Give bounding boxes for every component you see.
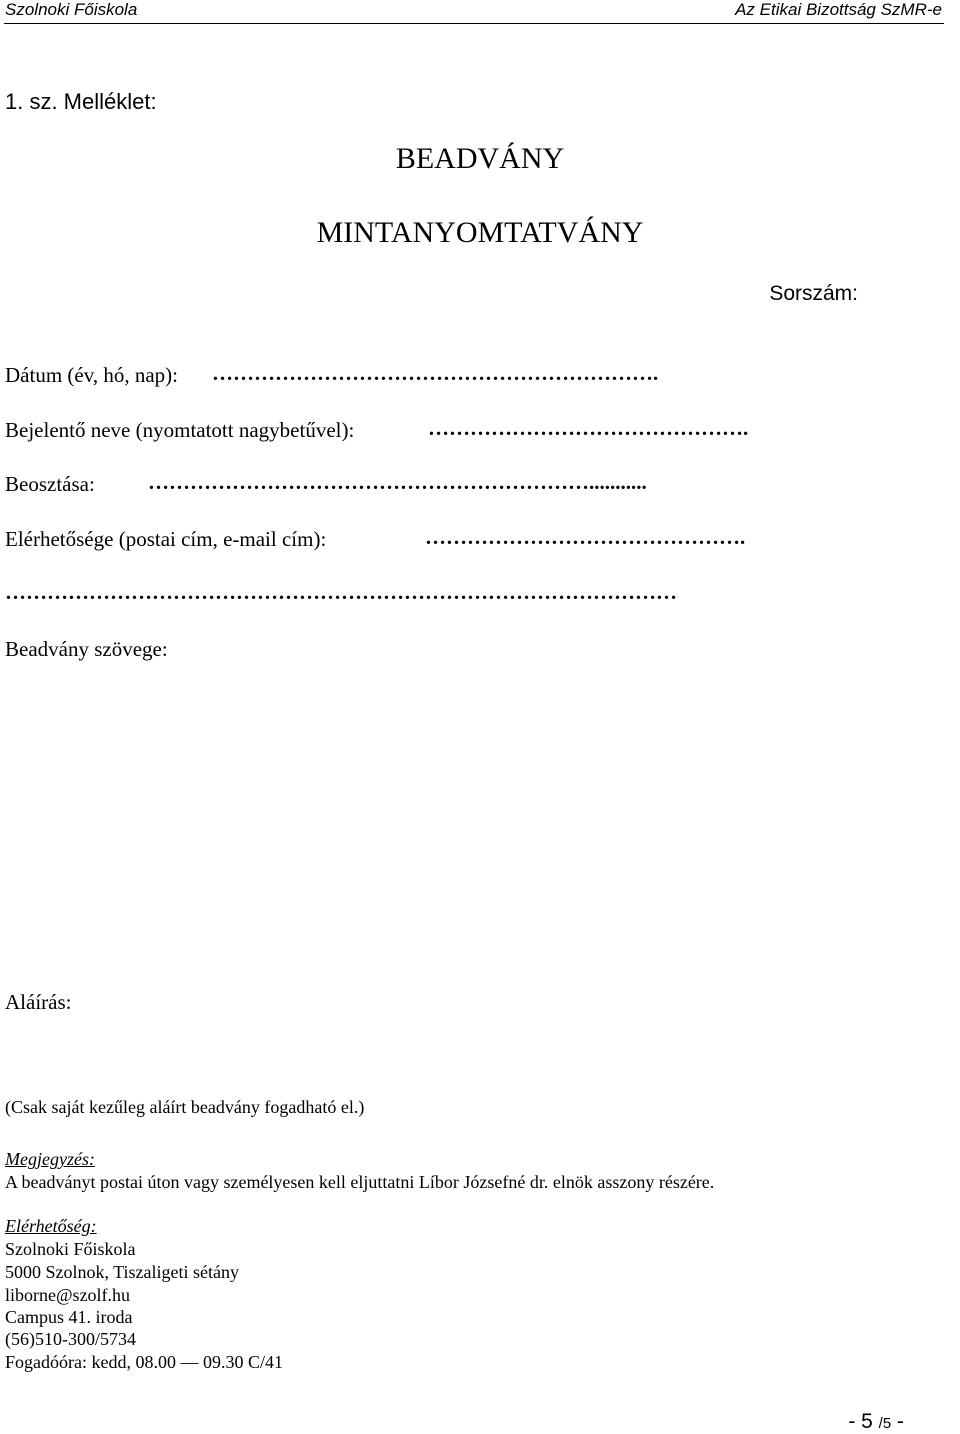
contact-line: (56)510-300/5734 [5,1329,136,1349]
page-total: /5 [878,1415,892,1432]
position-dots: ………………………………………………………........... [148,470,647,494]
contact-line: Campus 41. iroda [5,1307,133,1327]
contact-dots: ………………………………………. [425,525,746,549]
page-suffix: - [891,1410,904,1433]
contact-line: liborne@szolf.hu [5,1285,131,1305]
signature-label: Aláírás: [5,990,72,1014]
text-label: Beadvány szövege: [5,637,168,661]
date-label: Dátum (év, hó, nap): [5,363,179,387]
name-label: Bejelentő neve (nyomtatott nagybetűvel): [5,418,355,442]
position-label: Beosztása: [5,472,95,496]
document-subtitle: MINTANYOMTATVÁNY [316,216,644,249]
note-text: A beadványt postai úton vagy személyesen kell eljuttatni Líbor Józsefné dr. elnök asszony részére. [5,1172,715,1192]
header-divider [4,23,944,24]
contact-line: 5000 Szolnok, Tiszaligeti sétány [5,1262,239,1282]
notice-text: (Csak saját kezűleg aláírt beadvány fogadható el.) [5,1097,365,1117]
contact-label: Elérhetősége (postai cím, e-mail cím): [5,527,327,551]
page-number [848,1410,904,1434]
header-right: Az Etikai Bizottság SzMR-e [735,0,942,19]
contact-heading: Elérhetőség: [5,1216,97,1236]
date-dots: ………………………………………………………. [212,361,659,385]
attachment-label: 1. sz. Melléklet: [5,89,157,114]
header-left: Szolnoki Főiskola [5,0,138,19]
contact-dots-line2: …………………………………………………………………………………… [5,580,677,604]
contact-line: Fogadóóra: kedd, 08.00 — 09.30 C/41 [5,1352,283,1372]
contact-line: Szolnoki Főiskola [5,1239,136,1259]
serial-label: Sorszám: [769,282,858,305]
page-current: - 5 [848,1410,879,1433]
note-heading: Megjegyzés: [5,1149,95,1169]
name-dots: ………………………………………. [428,416,749,440]
document-title: BEADVÁNY [395,142,565,175]
